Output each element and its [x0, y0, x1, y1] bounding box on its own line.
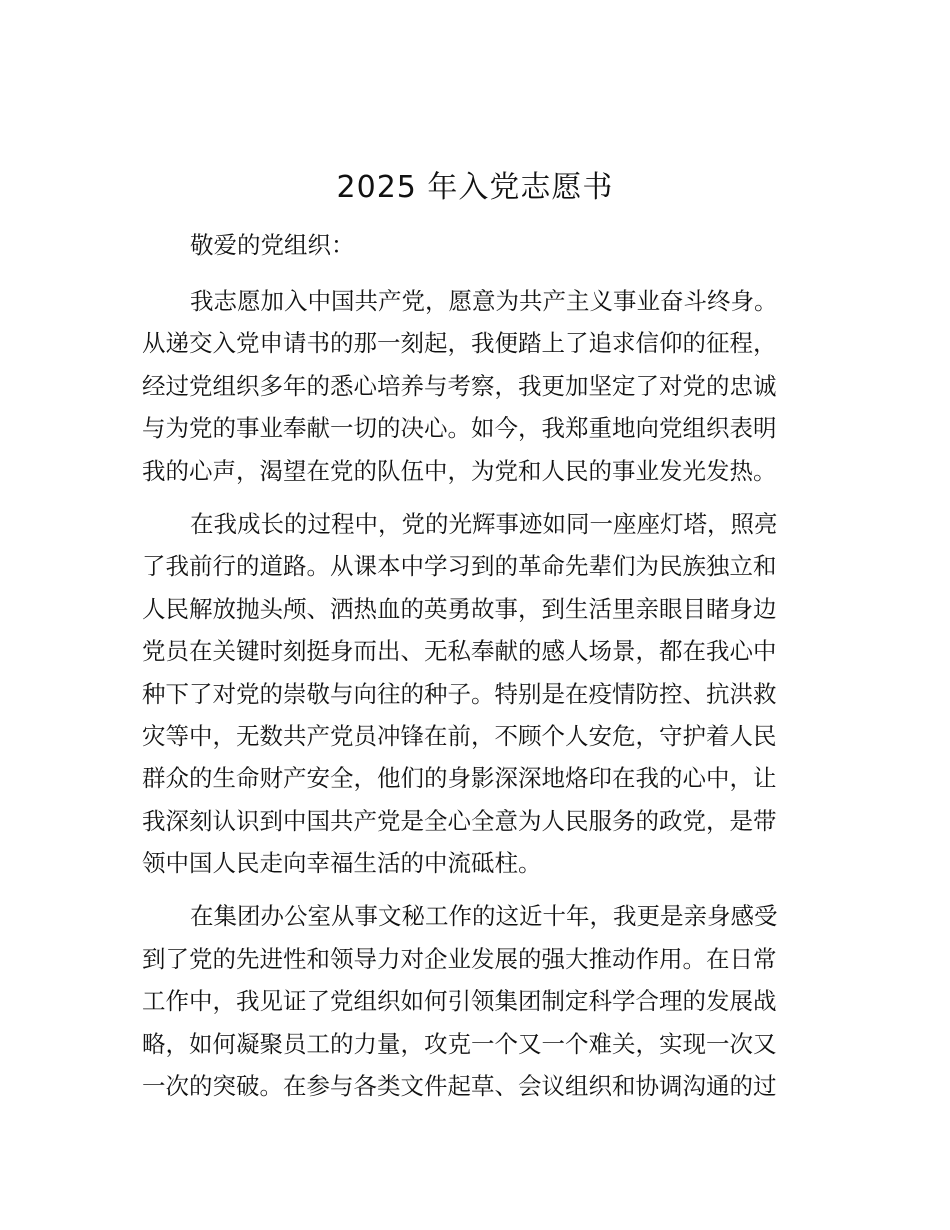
text-line: 到了党的先进性和领导力对企业发展的强大推动作用。在日常	[142, 944, 777, 973]
text-line: 我深刻认识到中国共产党是全心全意为人民服务的政党，是带	[142, 806, 777, 835]
text-line: 从递交入党申请书的那一刻起，我便踏上了追求信仰的征程，	[142, 329, 777, 358]
text-line: 一次的突破。在参与各类文件起草、会议组织和协调沟通的过	[142, 1072, 777, 1101]
salutation: 敬爱的党组织：	[190, 231, 355, 259]
text-line: 在集团办公室从事文秘工作的这近十年，我更是亲身感受	[190, 902, 778, 931]
text-line: 群众的生命财产安全，他们的身影深深地烙印在我的心中，让	[142, 764, 777, 793]
text-line: 略，如何凝聚员工的力量，攻克一个又一个难关，实现一次又	[142, 1029, 777, 1058]
text-line: 了我前行的道路。从课本中学习到的革命先辈们为民族独立和	[142, 552, 777, 581]
text-line: 人民解放抛头颅、洒热血的英勇故事，到生活里亲眼目睹身边	[142, 594, 777, 623]
text-line: 与为党的事业奉献一切的决心。如今，我郑重地向党组织表明	[142, 414, 777, 443]
text-line: 我志愿加入中国共产党，愿意为共产主义事业奋斗终身。	[190, 287, 778, 315]
text-line: 在我成长的过程中，党的光辉事迹如同一座座灯塔，照亮	[190, 509, 778, 538]
document-title: 2025 年入党志愿书	[336, 170, 614, 205]
paragraph-2	[142, 503, 822, 885]
document-body	[142, 280, 822, 1118]
paragraph-3	[142, 895, 822, 1107]
text-line: 经过党组织多年的悉心培养与考察，我更加坚定了对党的忠诚	[142, 371, 777, 400]
text-line: 种下了对党的崇敬与向往的种子。特别是在疫情防控、抗洪救	[142, 679, 777, 708]
text-line: 领中国人民走向幸福生活的中流砥柱。	[142, 849, 542, 878]
text-line: 我的心声，渴望在党的队伍中，为党和人民的事业发光发热。	[142, 456, 777, 485]
text-line: 党员在关键时刻挺身而出、无私奉献的感人场景，都在我心中	[142, 637, 777, 666]
paragraph-1	[142, 280, 822, 492]
text-line: 灾等中，无数共产党员冲锋在前，不顾个人安危，守护着人民	[142, 721, 777, 750]
text-line: 工作中，我见证了党组织如何引领集团制定科学合理的发展战	[142, 987, 777, 1016]
